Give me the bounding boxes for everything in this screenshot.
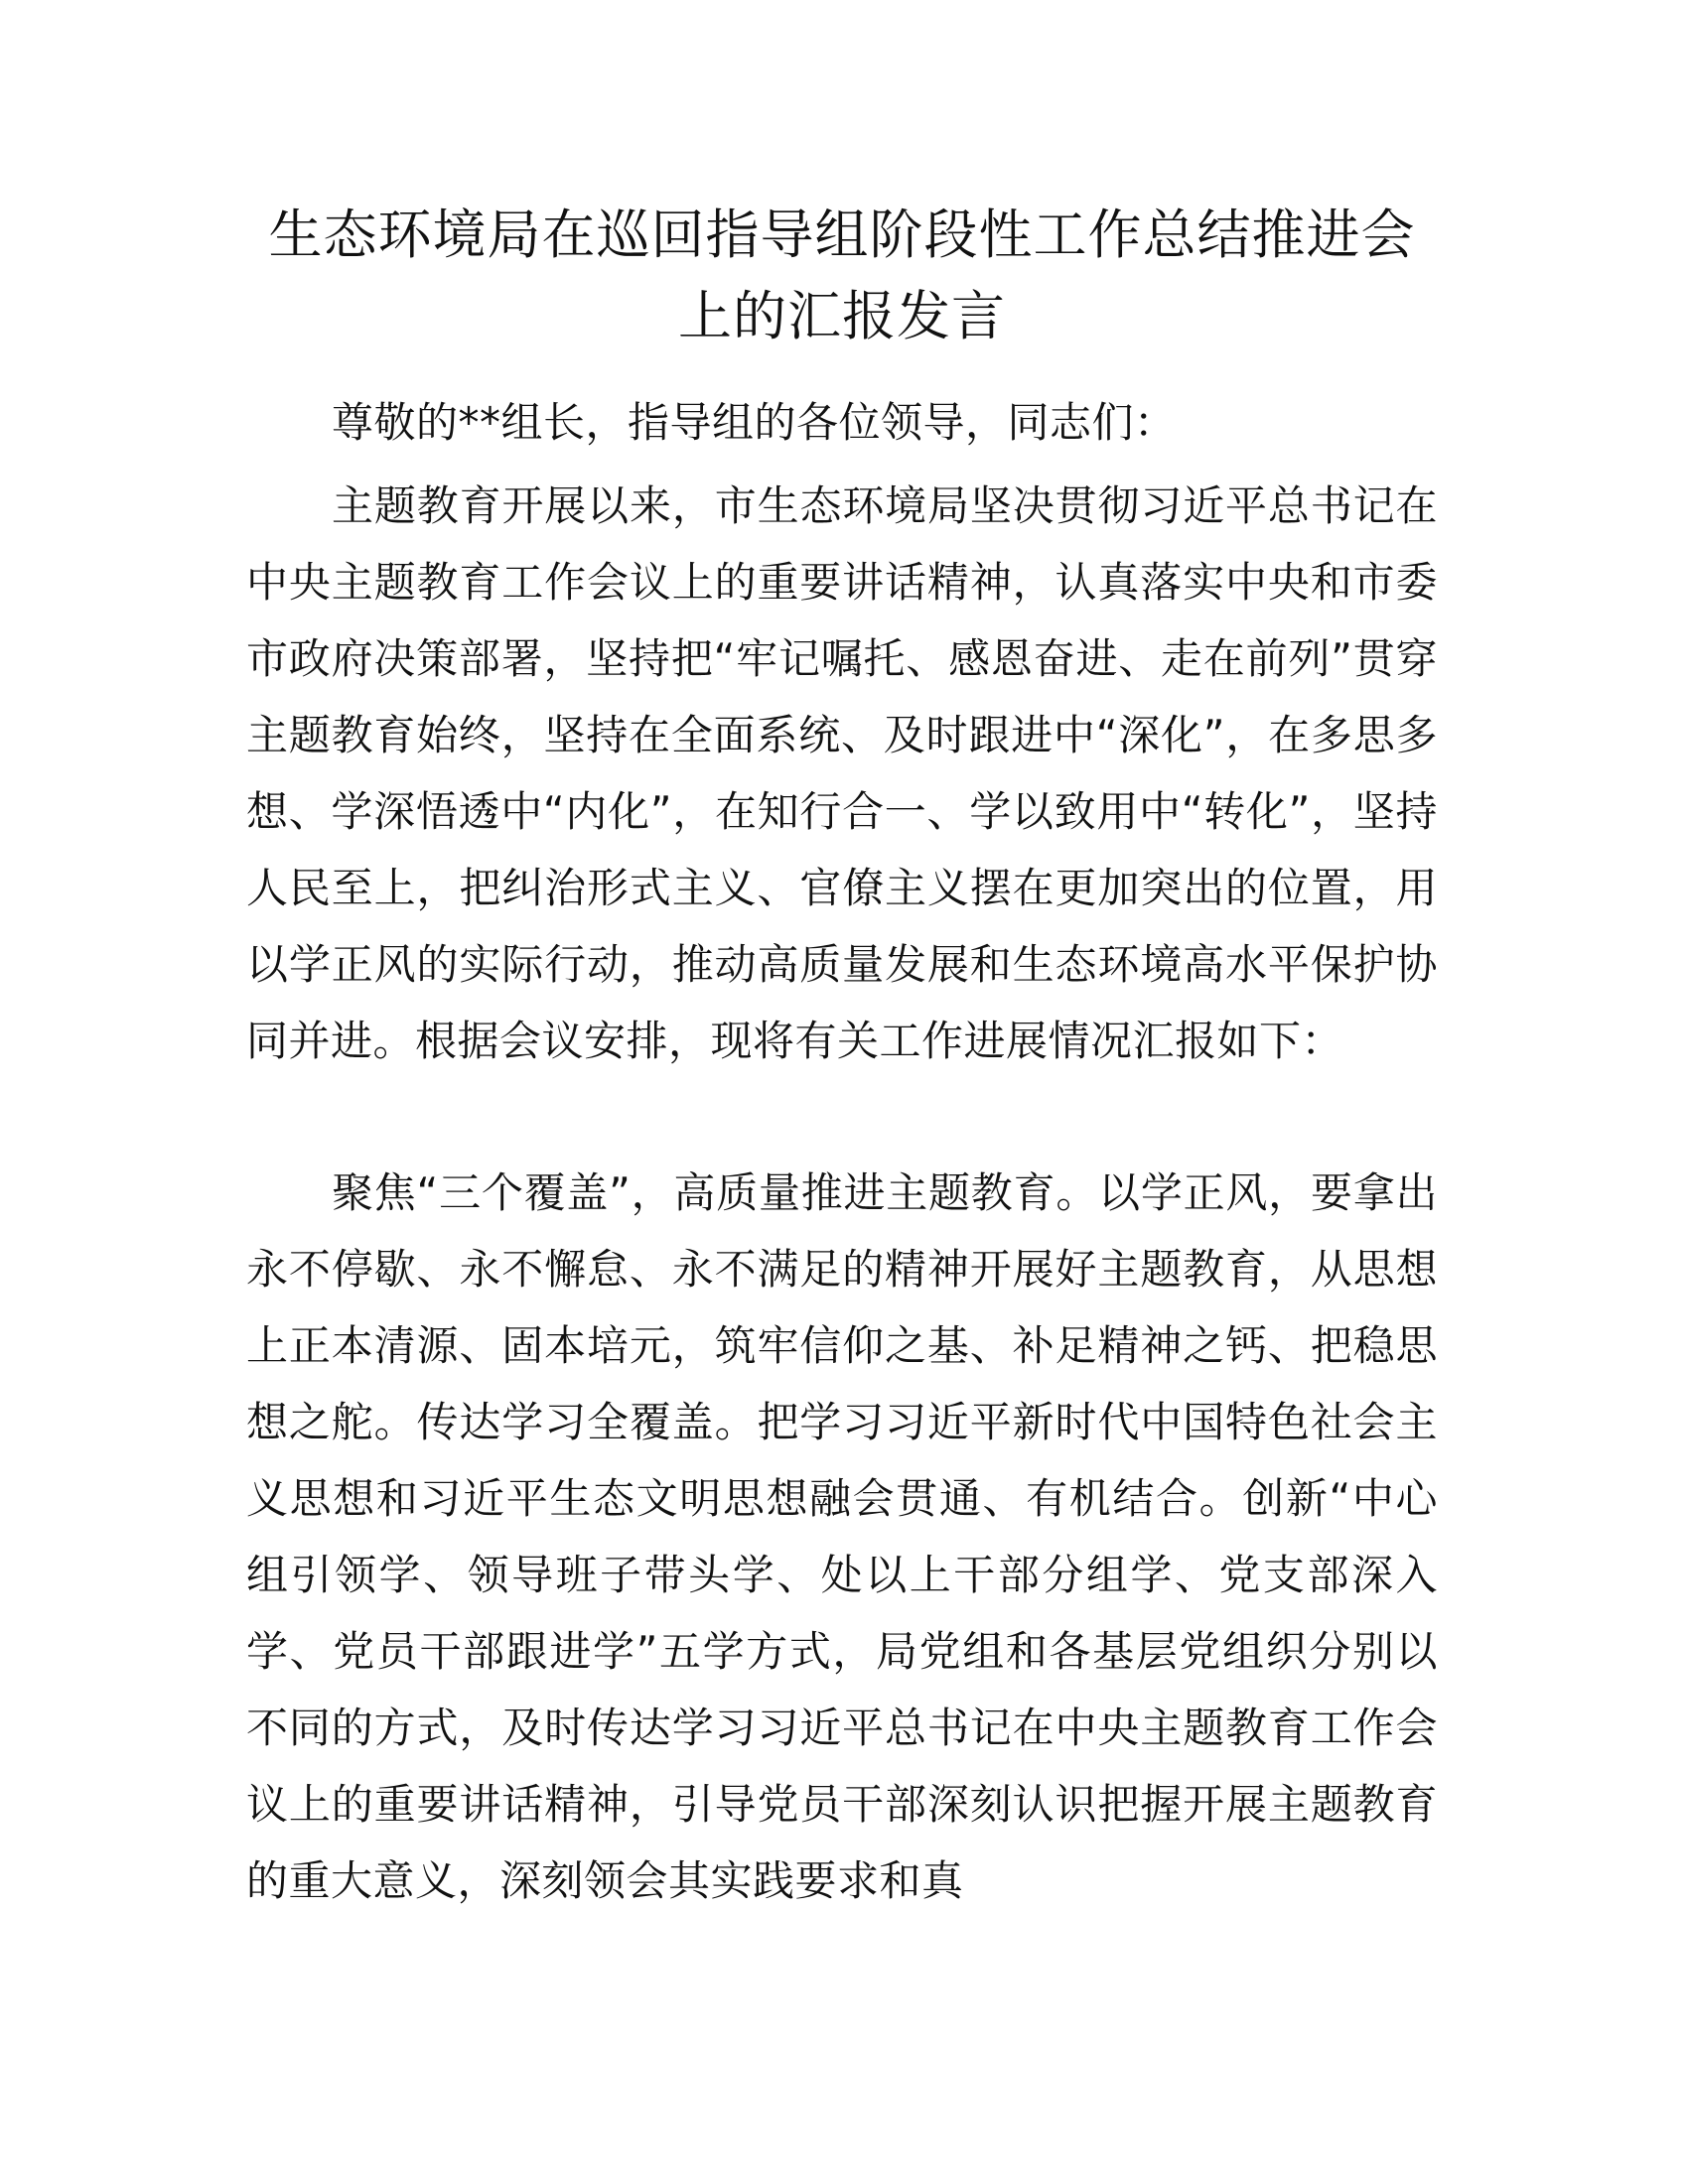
paragraph-three-coverages: 聚焦“三个覆盖”，高质量推进主题教育。以学正风，要拿出永不停歇、永不懈怠、永不满足的精神开展好主题教育，从思想上正本清源、固本培元，筑牢信仰之基、补足精神之钙、把稳思想之舵。传达学习全覆盖。把学习习近平新时代中国特色社会主义思想和习近平生态文明思想融会贯通、有机结合。创新“中心组引领学、领导班子带头学、处以上干部分组学、党支部深入学、党员干部跟进学”五学方式，局党组和各基层党组织分别以不同的方式，及时传达学习习近平总书记在中央主题教育工作会议上的重要讲话精神，引导党员干部深刻认识把握开展主题教育的重大意义，深刻领会其实践要求和真 (246, 1168, 1438, 1905)
paragraph-intro: 主题教育开展以来，市生态环境局坚决贯彻习近平总书记在中央主题教育工作会议上的重要讲话精神，认真落实中央和市委市政府决策部署，坚持把“牢记嘱托、感恩奋进、走在前列”贯穿主题教育始终，坚持在全面系统、及时跟进中“深化”，在多思多想、学深悟透中“内化”，在知行合一、学以致用中“转化”，坚持人民至上，把纠治形式主义、官僚主义摆在更加突出的位置，用以学正风的实际行动，推动高质量发展和生态环境高水平保护协同并进。根据会议安排，现将有关工作进展情况汇报如下： (246, 481, 1438, 1065)
document-title: 生态环境局在巡回指导组阶段性工作总结推进会上的汇报发言 (268, 204, 1416, 347)
document-page (246, 0, 1438, 2184)
salutation: 尊敬的**组长，指导组的各位领导，同志们： (332, 398, 1177, 447)
